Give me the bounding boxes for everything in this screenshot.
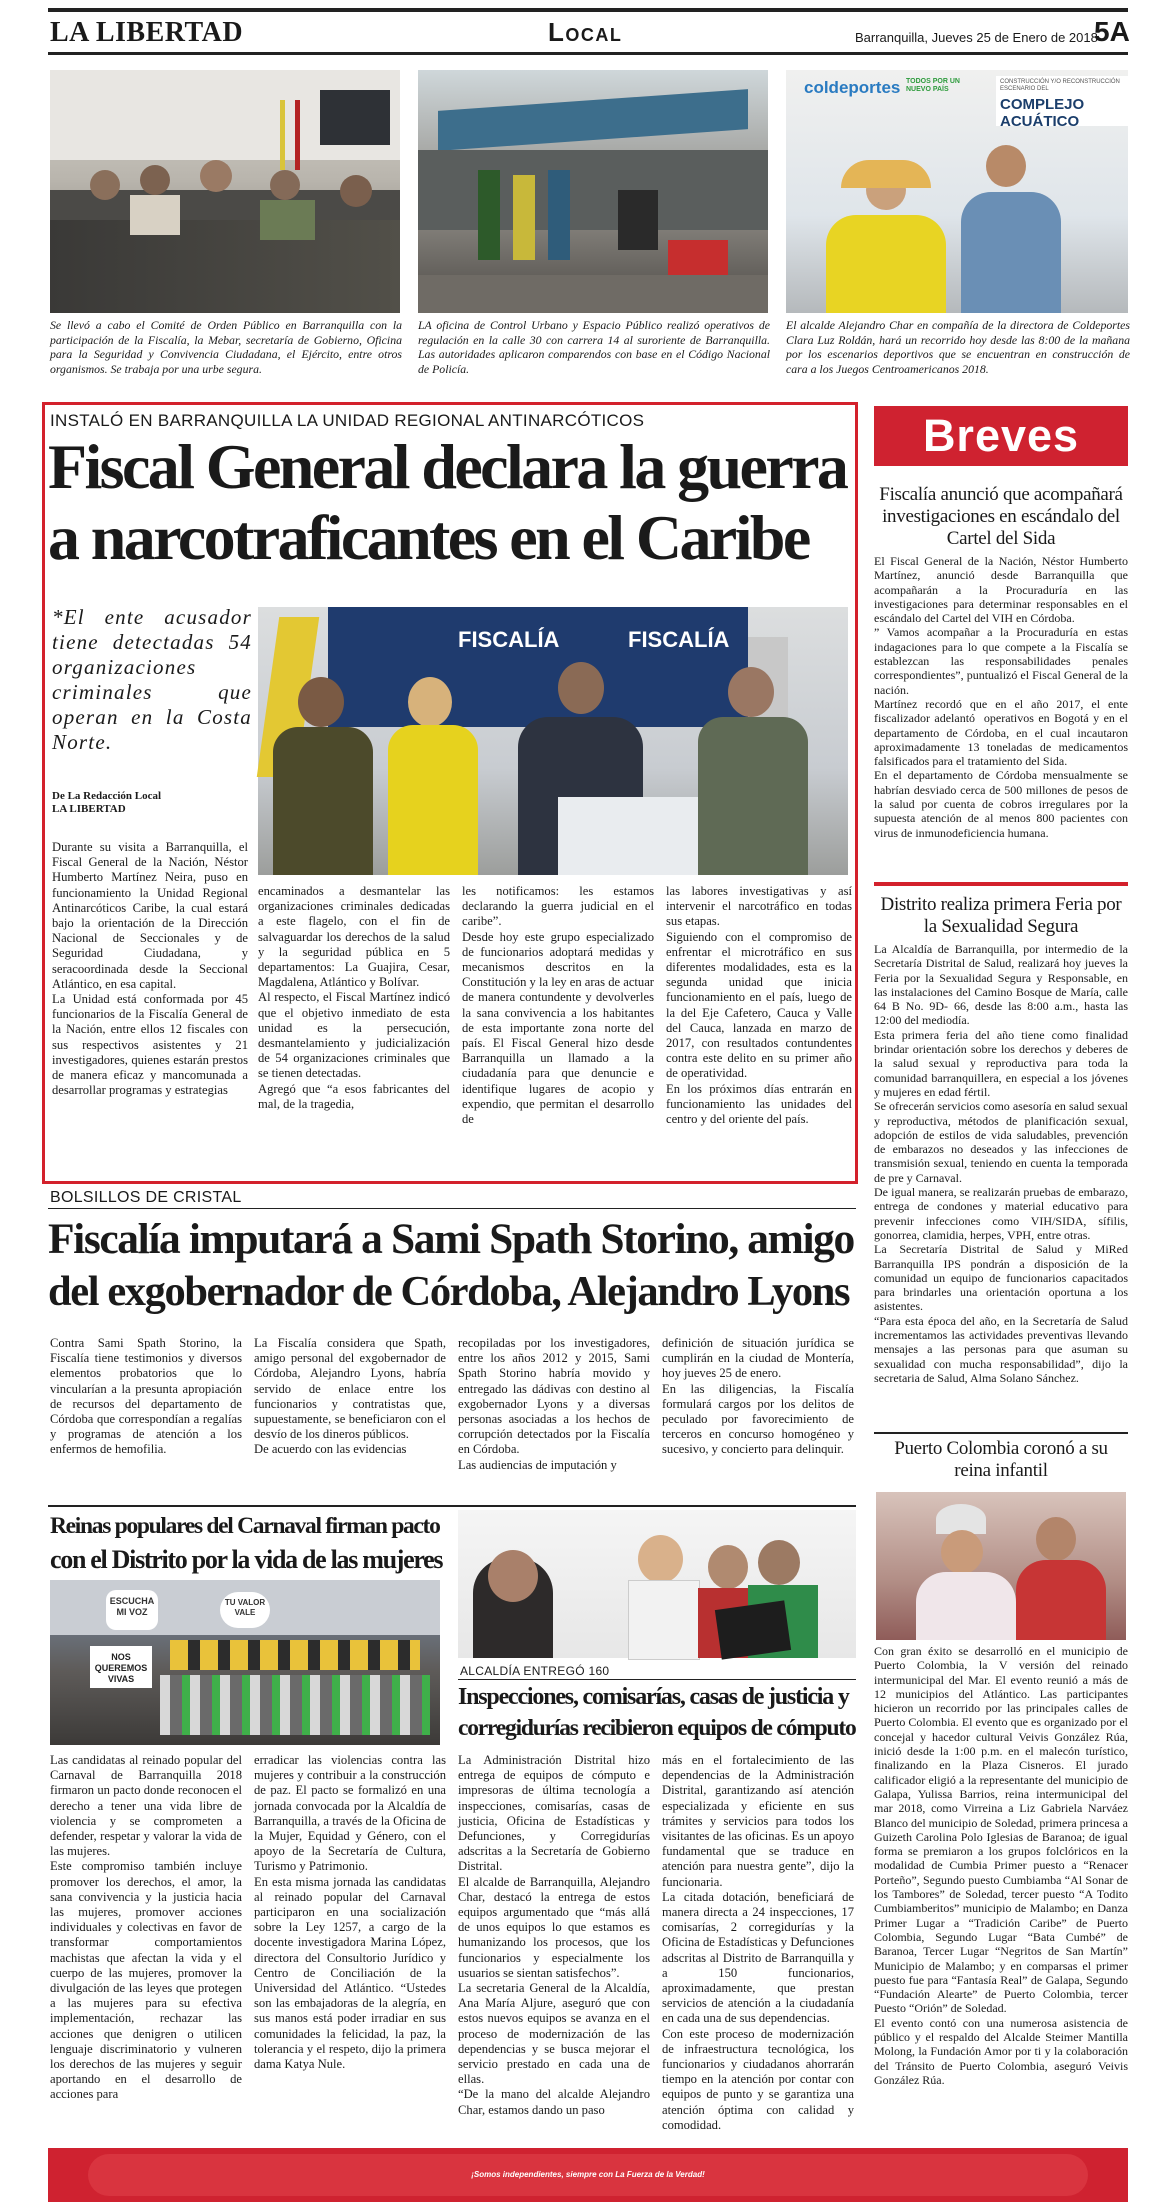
computo-col-2: más en el fortalecimiento de las dependencias de la Administración Distrital, garantizando así atención especializada y eficiente en sus trámites y servicios para todos los visitantes de las oficinas. Es un apoyo fundamental que se traduce en atención para nuestra gente”, dijo la funcionaria. La citada dotación, beneficiará de manera directa a 24 inspecciones, 17 comisarías, 2 corregidurías y la Oficina de Estadísticas y Defunciones adscritas al Distrito de Barranquilla y a 150 funcionarios, aproximadamente, que prestan servicios de atención a la ciudadanía en cada una de sus dependencias. Con este proceso de modernización de infraestructura tecnológica, los funcionarios y ciudadanos ahorrarán tiempo en la atención por contar con equipos de punto y se garantiza una atención óptima con calidad y comodidad. [662, 1753, 854, 2132]
reinas-headline-1: Reinas populares del Carnaval firman pacto [50, 1513, 440, 1539]
brief-divider-2 [874, 1432, 1128, 1434]
sami-bottom-rule [48, 1505, 856, 1507]
street-operation-photo [418, 70, 768, 313]
sami-headline-2: del exgobernador de Córdoba, Alejandro Lyons [48, 1268, 850, 1315]
lead-col-4: las labores investigativas y así intervenir el narcotráfico en todas sus etapas. Siguiendo con el compromiso de enfrentar el microtráfico en sus diferentes modalidades, esta es la segunda unidad que inicia funcionamiento en el país, luego de la del Eje Cafetero, Cauca y Valle del Cauca, lanzada en marzo de 2017, con resultados contundentes contra este delito en su primer año de operatividad. En los próximos días entrarán en funcionamiento las unidades del centro y del oriente del país. [666, 884, 852, 1127]
sign-tu-valor: TU VALOR VALE [220, 1592, 270, 1628]
sami-col-1: Contra Sami Spath Storino, la Fiscalía tiene testimonios y diversos elementos probatorios que lo vincularían a la presunta apropiación de recursos del departamento de Córdoba que correspondían a regalías y programas de atención a los enfermos de hemofilia. [50, 1336, 246, 1457]
brief-divider-1 [874, 882, 1128, 886]
lead-headline-1: Fiscal General declara la guerra [48, 431, 847, 502]
coldeportes-photo [786, 70, 1128, 313]
fiscal-general-photo [258, 607, 848, 875]
brief-1-body: El Fiscal General de la Nación, Néstor Humberto Martínez, anunció desde Barranquilla que acompañarán a la Procuraduría en las investigaciones para determinar responsables en el escándalo del Cartel del VIH en Córdoba. ” Vamos acompañar a la Procuraduría en estas indagaciones para lo que compete a la Fiscalía se establezcan las responsabilidades penales correspondientes”, puntualizó el Fiscal General de la nación. Martínez recordó que en el año 2017, el ente fiscalizador adelantó operativos en Bogotá y en el departamento de Córdoba, en el cual incautaron aproximadamente 13 toneladas de medicamentos falsificados para el tratamiento del Sida. En el departamento de Córdoba mensualmente se habrían desviado cerca de 500 millones de pesos de la salud por cuenta de cobros irregulares por la supuesta atención de al menos 800 pacientes con virus de inmunodeficiencia humana. [874, 554, 1128, 840]
brief-3-headline: Puerto Colombia coronó a su reina infantil [894, 1438, 1108, 1481]
computo-kicker-rule [458, 1679, 856, 1680]
reinas-photo [50, 1580, 440, 1745]
sign-queremos: NOS QUEREMOS VIVAS [90, 1646, 152, 1688]
reinas-headline-2: con el Distrito por la vida de las mujeres [50, 1545, 443, 1574]
sami-col-3: recopiladas por los investigadores, entre los años 2012 y 2015, Sami Spath Storino habría movido y entregado las dádivas con destino al exgobernador Lyons y a diversas personas asociadas a los hechos de corrupción detectados por la Fiscalía en Córdoba. Las audiencias de imputación y [458, 1336, 650, 1472]
footer-banner [48, 2148, 1128, 2202]
sign-escucha: ESCUCHA MI VOZ [106, 1590, 158, 1630]
podium-logo-2: FISCALÍA [628, 627, 730, 652]
breves-banner [874, 406, 1128, 466]
top-rule [48, 8, 1128, 12]
computo-col-1: La Administración Distrital hizo entrega de equipos de cómputo e impresoras de última tecnología a inspecciones, comisarías, casas de justicia, Oficina de Estadísticas y Defunciones, y Corregidurías adscritas a la Secretaría de Gobierno Distrital. El alcalde de Barranquilla, Alejandro Char, destacó la entrega de estos equipos argumentado que “más allá de unos equipos lo que estamos es humanizando los procesos, que los funcionarios y especialmente los usuarios se sientan satisfechos”. La secretaria General de la Alcaldía, Ana María Aljure, aseguró que con estos nuevos equipos se avanza en el proceso de modernización de las dependencias y se busca mejorar el servicio prestado en cada una de ellas. “De la mano del alcalde Alejandro Char, estamos dando un paso [458, 1753, 650, 2117]
meeting-photo [50, 70, 400, 313]
brief-3-body: Con gran éxito se desarrolló en el municipio de Puerto Colombia, la V versión del reinado intermunicipal del Mar. El evento reunió a más de 12 municipios del Atlántico. Las participantes hicieron un recorrido por las principales calles de Puerto Colombia. El evento que es organizado por el concejal y hacedor cultural Veivis González Rúa, inició desde la 1:00 p.m. en el malecón turístico, finalizando en la Plaza Cisneros. El jurado calificador eligió a la representante del municipio de Galapa, Yulissa Barrios, reina intermunicipal del mar 2018, como Virreina a Liz Gabriela Narváez Blanco del municipio de Soledad, primera princesa a Guizeth Carolina Polo Iglesias de Baranoa; de igual forma se premiaron a los grupos folclóricos en la modalidad de Cumbia Primer puesto a “Renacer Porteño”, Segundo puesto Cumbiamba “Al Sonar de los Tambores” de Soledad, tercer puesto “A Todito Cumbiamberitos” municipio de Malambo; en Danza Primer Lugar a “Tradición Caribe” de Puerto Colombia, Segundo Lugar “Bata Cumbé” de Baranoa, Tercer Lugar “Negritos de San Martín” Municipio de Malambo; y en comparsas el primer puesto fue para “Fantasía Real” de Galapa, Segundo “Fundación Alearte” de Puerto Colombia, tercer Puesto “Orión” de Soledad. El evento contó con una numerosa asistencia de público y el respaldo del Alcalde Steimer Mantilla Molong, la Fundación Amor por ti y la colaboración del Tránsito de Puerto Colombia, aseguró Veivis González Rúa. [874, 1644, 1128, 2087]
sami-col-2: La Fiscalía considera que Spath, amigo personal del exgobernador de Córdoba, Alejandro Lyons, habría servido de enlace entre los funcionarios y contratistas que, supuestamente, se beneficiaron con el desvío de los dineros públicos. De acuerdo con las evidencias [254, 1336, 446, 1457]
complejo-sign: COMPLEJO ACUÁTICO [1000, 96, 1085, 130]
computo-headline-2: corregidurías recibieron equipos de cómputo [458, 1715, 856, 1741]
brief-2-body: La Alcaldía de Barranquilla, por intermedio de la Secretaría Distrital de Salud, realizará hoy jueves la Feria por la Sexualidad Segura y Responsable, en las instalaciones del Camino Bosque de María, calle 64 B No. 9D- 66, desde las 8:00 a.m., hasta las 12:00 del mediodía. Esta primera feria del año tiene como finalidad brindar orientación sobre los derechos y deberes de la salud sexual y reproductiva para toda la comunidad barranquillera, en especial a los jóvenes y mujeres en edad fértil. Se ofrecerán servicios como asesoría en salud sexual y reproductiva, métodos de planificación sexual, adopción de estilos de vida saludables, prevención de embarazos no deseados y las infecciones de transmisión sexual, teniendo en cuenta la temporada de pre y Carnaval. De igual manera, se realizarán pruebas de embarazo, entrega de condones y material educativo para prevenir infecciones como VIH/SIDA, sífilis, gonorrea, clamidia, herpes, VPH, entre otras. La Secretaría Distrital de Salud y MiRed Barranquilla IPS pondrán a disposición de la comunidad un equipo de funcionarios capacitados para brindarles una orientación oportuna a los asistentes. “Para esta época del año, en la Secretaría de Salud incrementamos las actividades preventivas llevando mensajes a las personas para que asuman su sexualidad con mucha responsabilidad”, dijo la secretaria de Salud, Alma Solano Sánchez. [874, 942, 1128, 1385]
brief-1-headline: Fiscalía anunció que acompañará investigaciones en escándalo del Cartel del Sida [879, 484, 1123, 549]
sami-kicker: BOLSILLOS DE CRISTAL [50, 1189, 242, 1206]
caption-meeting: Se llevó a cabo el Comité de Orden Público en Barranquilla con la participación de la Fiscalía, la Mebar, secretaría de Gobierno, Oficina para la Seguridad y Convivencia Ciudadana, el Ejército, entre otros organismos. Se trabaja por una urbe segura. [50, 318, 402, 376]
reina-infantil-photo [876, 1492, 1126, 1640]
lead-kicker: INSTALÓ EN BARRANQUILLA LA UNIDAD REGIONAL ANTINARCÓTICOS [50, 411, 645, 430]
computo-photo [458, 1510, 856, 1658]
sami-headline-1: Fiscalía imputará a Sami Spath Storino, amigo [48, 1215, 854, 1263]
brief-2-headline: Distrito realiza primera Feria por la Sexualidad Segura [880, 894, 1122, 937]
coldeportes-logo: coldeportes [804, 78, 901, 97]
reinas-col-2: erradicar las violencias contra las mujeres y contribuir a la construcción de paz. El pacto se formalizó en una jornada convocada por la Alcaldía de Barranquilla, a través de la Oficina de la Mujer, Equidad y Género, con el apoyo de la Secretaría de Cultura, Turismo y Patrimonio. En esta misma jornada las candidatas al reinado popular del Carnaval participaron en una socialización sobre la Ley 1257, a cargo de la docente investigadora Marina López, directora del Consultorio Jurídico y Centro de Conciliación de la Universidad del Atlántico. “Ustedes son las embajadoras de la alegría, en sus manos está poder irradiar en sus comunidades la felicidad, la paz, la tolerancia y el respeto, dijo la primera dama Katya Nule. [254, 1753, 446, 2072]
masthead-dateline: Barranquilla, Jueves 25 de Enero de 2018 [855, 30, 1098, 45]
lead-col-1: Durante su visita a Barranquilla, el Fiscal General de la Nación, Néstor Humberto Martínez Neira, puso en funcionamiento la Unidad Regional Antinarcóticos Caribe, la cual estará bajo la orientación de la Dirección Nacional de Seccionales y de Seguridad Ciudadana, y seracoordinada desde la Seccional Atlántico, en esa capital. La Unidad está conformada por 45 funcionarios de la Fiscalía General de la Nación, entre ellos 12 fiscales con sus respectivos asistentes y 21 investigadores, quienes estarán prestos de manera eficaz y mancomunada a desarrollar programas y estrategias [52, 840, 248, 1098]
lead-byline-1: De La Redacción Local [52, 790, 162, 802]
caption-street: LA oficina de Control Urbano y Espacio Público realizó operativos de regulación en la calle 30 con carrera 14 al suroriente de Barranquilla. Las autoridades aplicaron comparendos con base en el Código Nacional de Policía. [418, 318, 770, 376]
masthead-paper: LA LIBERTAD [50, 17, 244, 48]
computo-kicker: ALCALDÍA ENTREGÓ 160 [460, 1664, 610, 1678]
lead-col-2: encaminados a desmantelar las organizaciones criminales dedicadas a este flagelo, con el fin de salvaguardar los derechos de la salud y la seguridad pública en 5 departamentos: La Guajira, Cesar, Magdalena, Atlántico y Bolívar. Al respecto, el Fiscal Martínez indicó que el objetivo inmediato de esta unidad es la persecución, desmantelamiento y judicialización de 54 organizaciones criminales que se tienen detectadas. Agregó que “a esos fabricantes del mal, de la tragedia, [258, 884, 450, 1111]
lead-col-3: les notificamos: les estamos declarando la guerra judicial en el caribe”. Desde hoy este grupo especializado de funcionarios adoptará medidas y mecanismos descritos en la Constitución y la ley en aras de actuar de manera contundente y devolverles la sana convivencia a los habitantes de esta importante zona norte del país. El Fiscal General hizo desde Barranquilla un llamado a la ciudadanía para que denuncie e identifique lugares de acopio y expendio, que permitan el desarrollo de [462, 884, 654, 1127]
todos-logo: TODOS POR UN NUEVO PAÍS [906, 78, 960, 93]
footer-slogan: ¡Somos independientes, siempre con La Fuerza de la Verdad! [471, 2170, 705, 2179]
lead-byline-2: LA LIBERTAD [52, 803, 126, 815]
reinas-col-1: Las candidatas al reinado popular del Carnaval de Barranquilla 2018 firmaron un pacto donde reconocen el derecho a tener una vida libre de violencia y se comprometen a defender, respetar y valorar la vida de las mujeres. Este compromiso también incluye promover los derechos, el amor, la sana convivencia y la justicia hacia las mujeres, promover acciones individuales y colectivas en favor de transformar comportamientos machistas que afectan la vida y el cuerpo de las mujeres, promover la divulgación de las leyes que protegen a las mujeres para su efectiva implementación, rechazar las acciones que denigren o utilicen lenguaje discriminatorio y vulneren los derechos de las mujeres y seguir aportando en el desarrollo de acciones para [50, 1753, 242, 2102]
sami-col-4: definición de situación jurídica se cumplirán en la ciudad de Montería, hoy jueves 25 de enero. En las diligencias, la Fiscalía formulará cargos por los delitos de peculado por favorecimiento de terceros en concurso homogéneo y sucesivo, y concierto para delinquir. [662, 1336, 854, 1457]
computo-headline-1: Inspecciones, comisarías, casas de justicia y [458, 1684, 849, 1710]
masthead-page: 5A [1094, 16, 1130, 47]
sami-kicker-rule [48, 1208, 856, 1209]
caption-coldeportes: El alcalde Alejandro Char en compañía de la directora de Coldeportes Clara Luz Roldán, hará un recorrido hoy desde las 8:00 de la mañana por los escenarios deportivos que se encuentran en construcción de cara a los Juegos Centroamericanos 2018. [786, 318, 1130, 376]
complejo-small: CONSTRUCCIÓN Y/O RECONSTRUCCIÓN ESCENARIO DEL [1000, 79, 1120, 92]
masthead-section: Local [548, 17, 623, 47]
lead-deck: *El ente acusador tiene detectadas 54 organizaciones criminales que operan en la Costa Norte. [52, 605, 252, 754]
breves-title: Breves [922, 410, 1080, 461]
masthead-rule [48, 52, 1128, 55]
lead-headline-2: a narcotraficantes en el Caribe [48, 502, 809, 573]
podium-logo-1: FISCALÍA [458, 627, 560, 652]
